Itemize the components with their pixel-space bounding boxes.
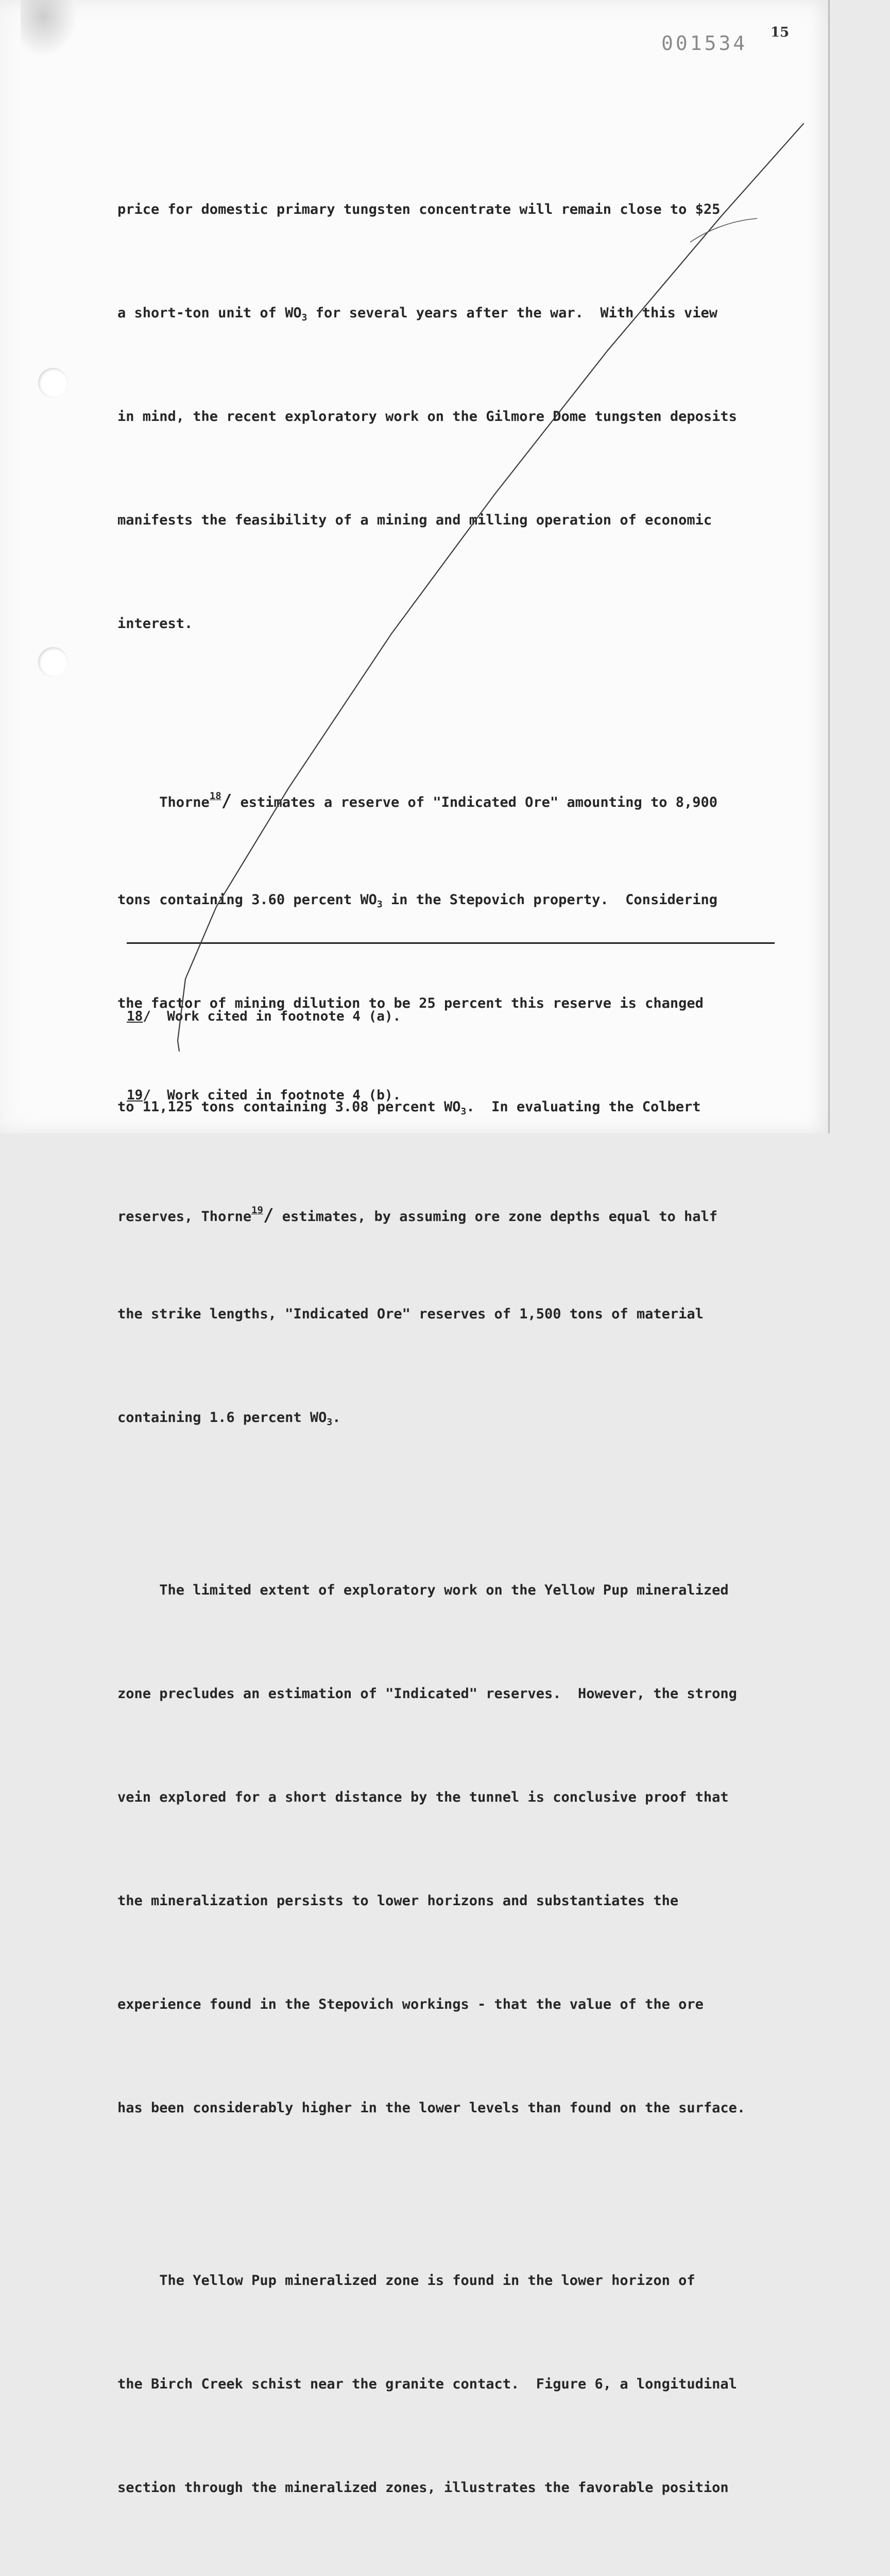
document-stamp-number: 001534: [661, 32, 748, 55]
text-line: to 11,125 tons containing 3.08 percent $WO_3$. In evaluating the Colbert: [117, 1099, 701, 1117]
subscript: 3: [301, 312, 307, 323]
punch-hole: [38, 368, 68, 398]
footnote-marker: 18: [127, 1009, 143, 1024]
text-line: Thorne$^{18}$/ estimates a reserve of "Indicated Ore" amounting to 8,900: [117, 790, 717, 811]
text-line: the factor of mining dilution to be 25 percent this reserve is changed: [117, 995, 704, 1011]
footnotes: [127, 951, 401, 1161]
text-line: has been considerably higher in the lower levels than found on the surface.: [117, 2100, 746, 2116]
text-line: zone precludes an estimation of "Indicated" reserves. However, the strong: [117, 1686, 737, 1702]
subscript: 3: [460, 1106, 467, 1117]
subscript: 3: [376, 899, 383, 910]
text-line: [117, 2574, 782, 2576]
footnote-reference: 18: [209, 790, 221, 802]
text-line: the strike lengths, "Indicated Ore" reserves of 1,500 tons of material: [117, 1306, 704, 1322]
smudge-mark: [21, 0, 77, 57]
text-line: experience found in the Stepovich workings - that the value of the ore: [117, 1996, 704, 2012]
text-line: vein explored for a short distance by the tunnel is conclusive proof that: [117, 1789, 729, 1805]
text-line: the mineralization persists to lower horizons and substantiates the: [117, 1893, 679, 1909]
text-line: section through the mineralized zones, illustrates the favorable position: [117, 2480, 729, 2496]
text-line: in mind, the recent exploratory work on the Gilmore Dome tungsten deposits: [117, 409, 737, 425]
text-line: the Birch Creek schist near the granite contact. Figure 6, a longitudinal: [117, 2376, 737, 2392]
body-text: [117, 89, 782, 2576]
punch-hole: [38, 647, 68, 677]
footnote-divider: [127, 942, 775, 944]
text-line: reserves, Thorne$^{19}$/ estimates, by assuming ore zone depths equal to half: [117, 1205, 718, 1226]
text-line: The Yellow Pup mineralized zone is found in the lower horizon of: [117, 2273, 695, 2289]
footnote-reference: 19: [251, 1205, 263, 1216]
text-line: manifests the feasibility of a mining and milling operation of economic: [117, 512, 712, 528]
subscript: 3: [327, 1417, 333, 1428]
text-line: containing 1.6 percent $WO_3$.: [117, 1410, 341, 1428]
text-line: price for domestic primary tungsten concentrate will remain close to $25: [117, 201, 721, 217]
footnote-item: 19/ Work cited in footnote 4 (b).: [127, 1088, 401, 1103]
footnote-marker: 19: [127, 1088, 143, 1103]
text-line: a short-ton unit of $WO_3$ for several years after the war. With this view: [117, 305, 717, 323]
text-line: interest.: [117, 616, 193, 632]
text-line: tons containing 3.60 percent $WO_3$ in the Stepovich property. Considering: [117, 892, 717, 910]
footnote-item: 18/ Work cited in footnote 4 (a).: [127, 1009, 401, 1024]
text-line: The limited extent of exploratory work on the Yellow Pup mineralized: [117, 1582, 729, 1598]
page-number: 15: [771, 25, 790, 40]
